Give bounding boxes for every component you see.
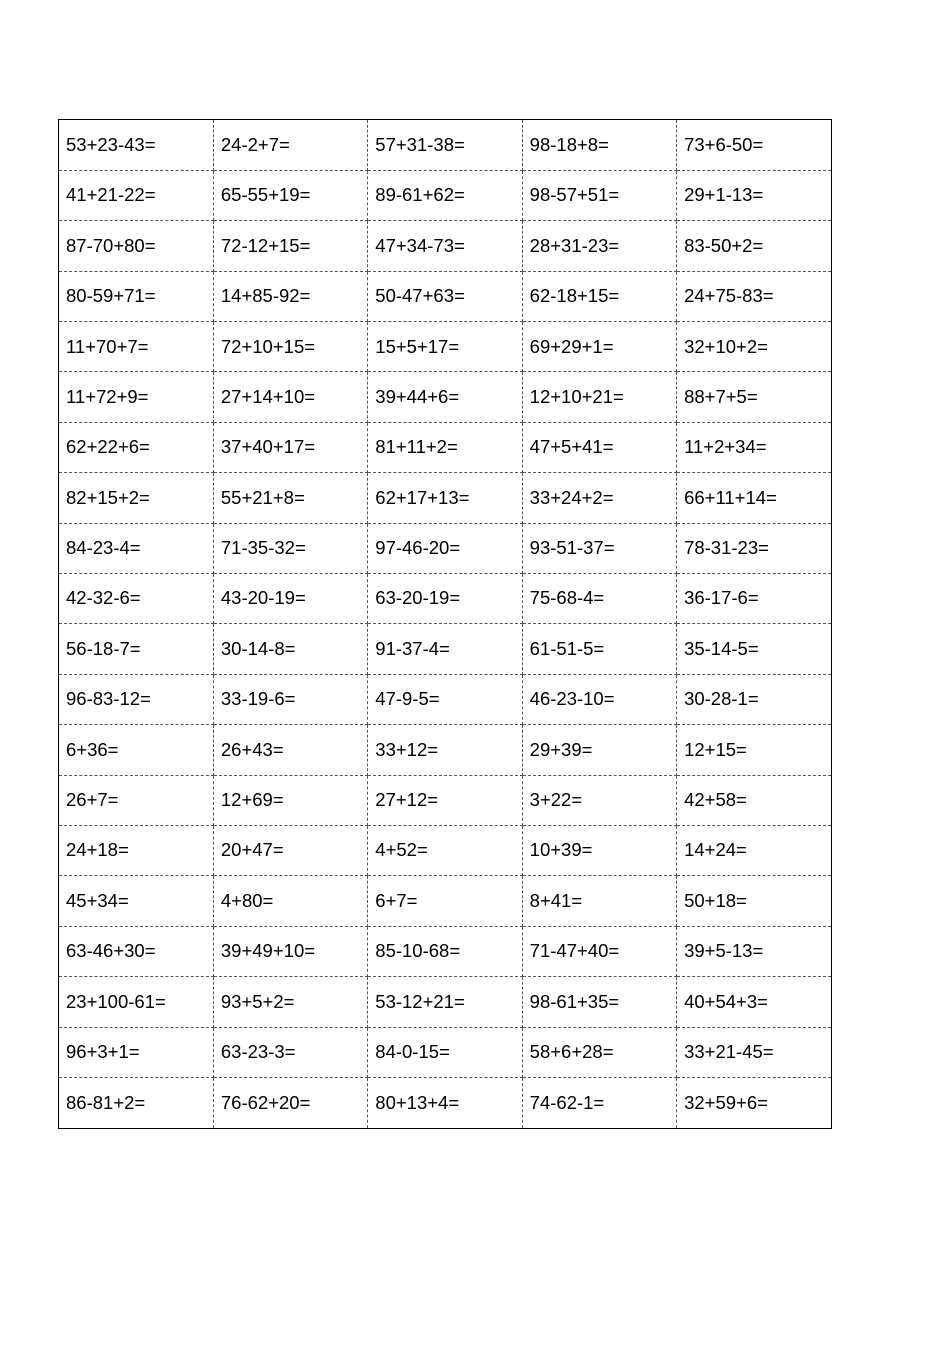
problem-cell: 30-14-8= [213, 624, 367, 674]
problem-cell: 80-59+71= [59, 271, 213, 321]
problem-cell: 28+31-23= [522, 221, 676, 271]
problem-row [59, 221, 831, 271]
problem-cell: 24-2+7= [213, 120, 367, 170]
problem-row [59, 120, 831, 170]
problem-cell: 20+47= [213, 825, 367, 875]
problem-cell: 26+7= [59, 775, 213, 825]
math-worksheet [58, 119, 832, 1129]
problem-cell: 3+22= [522, 775, 676, 825]
problem-cell: 24+75-83= [677, 271, 831, 321]
problem-row [59, 523, 831, 573]
problem-cell: 39+44+6= [368, 372, 522, 422]
problem-row [59, 825, 831, 875]
problem-cell: 14+24= [677, 825, 831, 875]
problem-cell: 71-35-32= [213, 523, 367, 573]
problem-cell: 72-12+15= [213, 221, 367, 271]
problem-cell: 71-47+40= [522, 926, 676, 976]
problem-cell: 39+5-13= [677, 926, 831, 976]
problem-row [59, 775, 831, 825]
problem-cell: 56-18-7= [59, 624, 213, 674]
problem-cell: 93+5+2= [213, 977, 367, 1027]
problem-cell: 61-51-5= [522, 624, 676, 674]
problem-cell: 33+21-45= [677, 1027, 831, 1077]
problem-cell: 39+49+10= [213, 926, 367, 976]
problem-cell: 86-81+2= [59, 1077, 213, 1128]
problem-row [59, 876, 831, 926]
problem-cell: 27+12= [368, 775, 522, 825]
problem-cell: 83-50+2= [677, 221, 831, 271]
problem-cell: 85-10-68= [368, 926, 522, 976]
problem-cell: 88+7+5= [677, 372, 831, 422]
problem-row [59, 1027, 831, 1077]
problem-cell: 12+10+21= [522, 372, 676, 422]
problem-cell: 24+18= [59, 825, 213, 875]
problem-row [59, 926, 831, 976]
problem-row [59, 322, 831, 372]
problem-cell: 12+69= [213, 775, 367, 825]
problem-cell: 53+23-43= [59, 120, 213, 170]
problem-cell: 33-19-6= [213, 674, 367, 724]
problem-cell: 30-28-1= [677, 674, 831, 724]
problem-cell: 15+5+17= [368, 322, 522, 372]
problem-cell: 6+36= [59, 725, 213, 775]
problem-row [59, 170, 831, 220]
problem-row [59, 271, 831, 321]
problem-cell: 78-31-23= [677, 523, 831, 573]
problem-cell: 23+100-61= [59, 977, 213, 1027]
problem-table [59, 120, 831, 1128]
problem-cell: 29+39= [522, 725, 676, 775]
problem-cell: 76-62+20= [213, 1077, 367, 1128]
problem-cell: 72+10+15= [213, 322, 367, 372]
problem-cell: 73+6-50= [677, 120, 831, 170]
problem-cell: 93-51-37= [522, 523, 676, 573]
problem-row [59, 574, 831, 624]
problem-cell: 42-32-6= [59, 574, 213, 624]
problem-cell: 12+15= [677, 725, 831, 775]
problem-cell: 50-47+63= [368, 271, 522, 321]
problem-cell: 11+70+7= [59, 322, 213, 372]
problem-table-body [59, 120, 831, 1128]
problem-cell: 89-61+62= [368, 170, 522, 220]
problem-cell: 65-55+19= [213, 170, 367, 220]
problem-cell: 84-0-15= [368, 1027, 522, 1077]
problem-cell: 63-23-3= [213, 1027, 367, 1077]
problem-cell: 98-57+51= [522, 170, 676, 220]
problem-row [59, 977, 831, 1027]
problem-cell: 47+34-73= [368, 221, 522, 271]
problem-cell: 96-83-12= [59, 674, 213, 724]
problem-cell: 91-37-4= [368, 624, 522, 674]
problem-cell: 40+54+3= [677, 977, 831, 1027]
problem-cell: 69+29+1= [522, 322, 676, 372]
problem-cell: 97-46-20= [368, 523, 522, 573]
problem-cell: 42+58= [677, 775, 831, 825]
problem-cell: 82+15+2= [59, 473, 213, 523]
problem-cell: 27+14+10= [213, 372, 367, 422]
problem-cell: 62-18+15= [522, 271, 676, 321]
problem-cell: 63-46+30= [59, 926, 213, 976]
problem-row [59, 725, 831, 775]
problem-cell: 37+40+17= [213, 422, 367, 472]
problem-cell: 98-18+8= [522, 120, 676, 170]
problem-row [59, 674, 831, 724]
problem-row [59, 372, 831, 422]
problem-cell: 81+11+2= [368, 422, 522, 472]
problem-cell: 45+34= [59, 876, 213, 926]
problem-row [59, 624, 831, 674]
problem-cell: 29+1-13= [677, 170, 831, 220]
problem-cell: 10+39= [522, 825, 676, 875]
problem-cell: 80+13+4= [368, 1077, 522, 1128]
problem-cell: 32+59+6= [684, 1091, 768, 1113]
problem-cell: 62+22+6= [59, 422, 213, 472]
problem-cell: 58+6+28= [522, 1027, 676, 1077]
problem-row [59, 473, 831, 523]
problem-cell: 98-61+35= [522, 977, 676, 1027]
problem-cell: 36-17-6= [677, 574, 831, 624]
problem-row [59, 1077, 831, 1128]
problem-cell: 33+12= [368, 725, 522, 775]
problem-cell: 57+31-38= [368, 120, 522, 170]
problem-cell: 50+18= [677, 876, 831, 926]
problem-row [59, 422, 831, 472]
problem-cell: 8+41= [522, 876, 676, 926]
problem-cell: 14+85-92= [213, 271, 367, 321]
problem-cell: 96+3+1= [59, 1027, 213, 1077]
problem-cell: 47-9-5= [368, 674, 522, 724]
problem-cell: 43-20-19= [213, 574, 367, 624]
problem-cell: 11+72+9= [59, 372, 213, 422]
problem-cell: 33+24+2= [522, 473, 676, 523]
problem-cell: 75-68-4= [522, 574, 676, 624]
problem-cell: 63-20-19= [368, 574, 522, 624]
problem-cell: 55+21+8= [213, 473, 367, 523]
problem-cell: 11+2+34= [677, 422, 831, 472]
problem-cell: 47+5+41= [522, 422, 676, 472]
problem-cell: 32+10+2= [677, 322, 831, 372]
problem-cell: 74-62-1= [522, 1077, 676, 1128]
problem-cell: 66+11+14= [677, 473, 831, 523]
problem-cell: 53-12+21= [368, 977, 522, 1027]
problem-cell: 41+21-22= [59, 170, 213, 220]
problem-cell: 46-23-10= [522, 674, 676, 724]
problem-cell: 4+80= [213, 876, 367, 926]
problem-cell: 87-70+80= [59, 221, 213, 271]
problem-cell: 6+7= [368, 876, 522, 926]
problem-cell: 62+17+13= [368, 473, 522, 523]
problem-cell: 4+52= [368, 825, 522, 875]
problem-cell: 35-14-5= [677, 624, 831, 674]
problem-cell: 84-23-4= [59, 523, 213, 573]
problem-cell: 26+43= [213, 725, 367, 775]
